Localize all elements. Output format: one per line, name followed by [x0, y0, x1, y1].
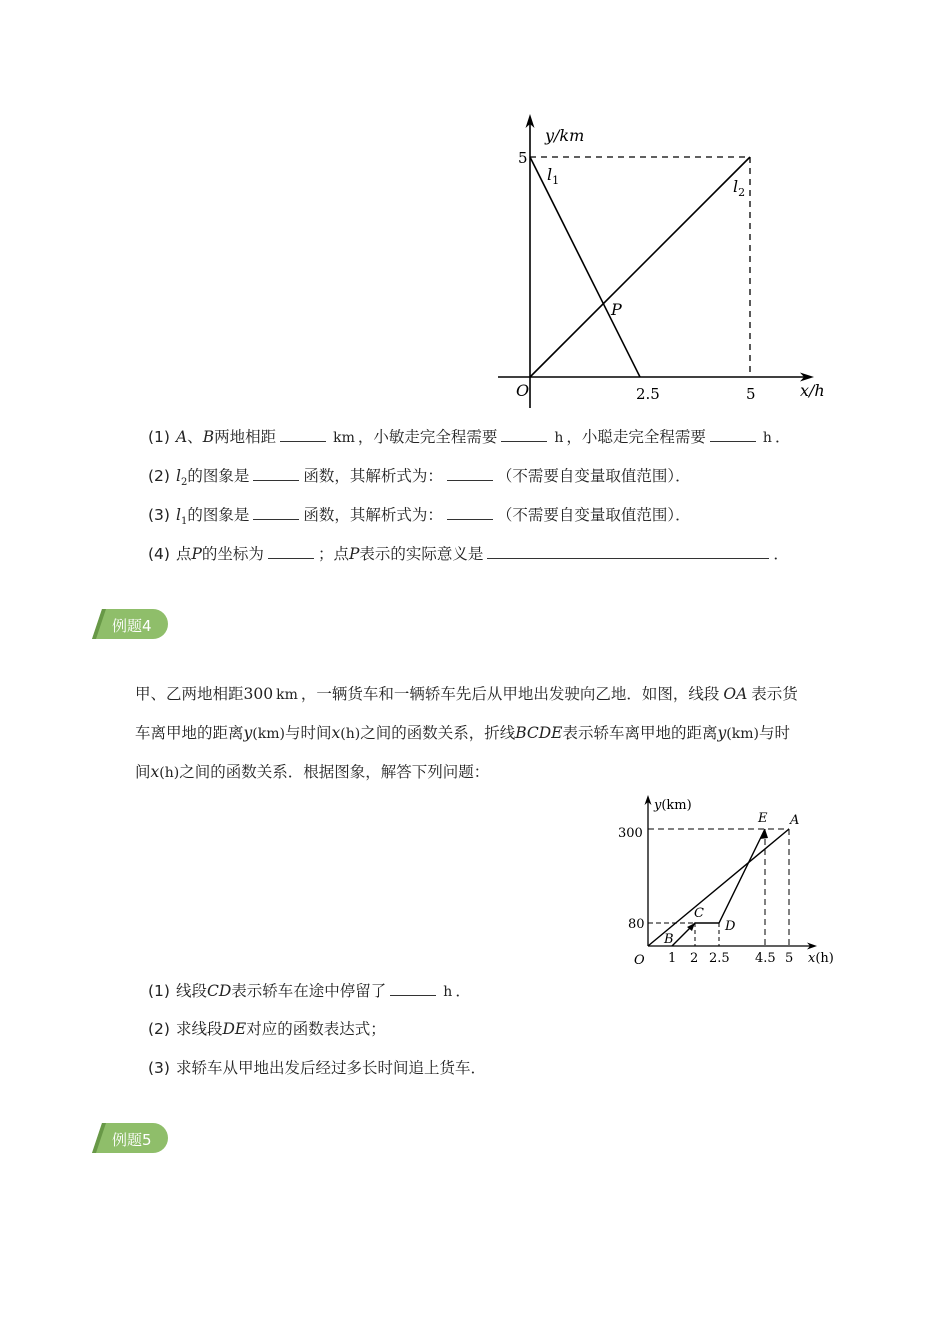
- distance-time-chart-1: [490, 110, 840, 410]
- x-tick-5: 5: [746, 385, 756, 403]
- y-tick-5: 5: [518, 149, 528, 167]
- line-l1: [530, 157, 640, 377]
- segment-OA: [648, 829, 789, 946]
- answer-blank[interactable]: [501, 427, 547, 442]
- badge-label: 例题4: [112, 617, 152, 635]
- q1-item-1: (1) A、B两地相距 km ，小敏走完全程需要 h ，小聪走完全程需要 h ．: [148, 428, 791, 446]
- answer-blank[interactable]: [268, 544, 314, 559]
- answer-blank[interactable]: [710, 427, 756, 442]
- x-tick-1: 1: [668, 951, 677, 966]
- x-tick-2.5: 2.5: [709, 951, 730, 966]
- origin-label: O: [634, 953, 645, 968]
- x-axis-label: x(h): [808, 951, 834, 966]
- answer-blank[interactable]: [253, 466, 299, 481]
- example-4-badge: [92, 609, 168, 639]
- x-tick-2.5: 2.5: [636, 385, 660, 403]
- ex4-q1: (1) 线段CD表示轿车在途中停留了 h ．: [148, 982, 471, 1000]
- distance-time-chart-2: [612, 792, 842, 972]
- q-number: (1): [148, 428, 170, 446]
- l1-label: $l_1$: [547, 165, 560, 187]
- example-5-badge: [92, 1123, 168, 1153]
- point-A-label: A: [790, 813, 800, 828]
- answer-blank[interactable]: [447, 505, 493, 520]
- point-p-label: P: [611, 300, 622, 319]
- answer-blank[interactable]: [280, 427, 326, 442]
- point-D-label: D: [725, 919, 736, 934]
- l2-label: $l_2$: [733, 177, 746, 199]
- q1-item-4: (4) 点P的坐标为 ；点P表示的实际意义是 ．: [148, 545, 789, 563]
- point-B-label: B: [664, 932, 674, 947]
- example4-line-1: 甲、乙两地相距300 km ，一辆货车和一辆轿车先后从甲地出发驶向乙地．如图，线段 OA 表示货: [135, 685, 798, 703]
- ex4-q2: (2) 求线段DE对应的函数表达式；: [148, 1020, 386, 1038]
- x-tick-5: 5: [785, 951, 794, 966]
- x-axis-label: x/h: [800, 381, 825, 400]
- x-tick-2: 2: [690, 951, 699, 966]
- example4-line-2: 车离甲地的距离y(km)与时间x(h)之间的函数关系，折线BCDE表示轿车离甲地的距离y(km)与时: [135, 724, 790, 742]
- ex4-q3: (3) 求轿车从甲地出发后经过多长时间追上货车．: [148, 1059, 486, 1077]
- answer-blank-long[interactable]: [487, 544, 769, 559]
- q1-item-2: (2) $l_2$的图象是 函数，其解析式为： （不需要自变量取值范围）．: [148, 467, 691, 489]
- answer-blank[interactable]: [447, 466, 493, 481]
- y-axis-label: y(km): [654, 798, 692, 813]
- y-tick-300: 300: [618, 826, 643, 841]
- q1-item-3: (3) $l_1$的图象是 函数，其解析式为： （不需要自变量取值范围）．: [148, 506, 691, 528]
- point-C-label: C: [694, 906, 704, 921]
- origin-label: O: [516, 381, 530, 400]
- answer-blank[interactable]: [253, 505, 299, 520]
- point-E-label: E: [758, 811, 768, 826]
- badge-label: 例题5: [112, 1131, 152, 1149]
- line-l2: [530, 157, 750, 377]
- answer-blank[interactable]: [390, 981, 436, 996]
- y-axis-label: y/km: [545, 126, 585, 145]
- y-tick-80: 80: [628, 917, 645, 932]
- x-tick-4.5: 4.5: [755, 951, 776, 966]
- example4-line-3: 间x(h)之间的函数关系．根据图象，解答下列问题：: [135, 763, 490, 781]
